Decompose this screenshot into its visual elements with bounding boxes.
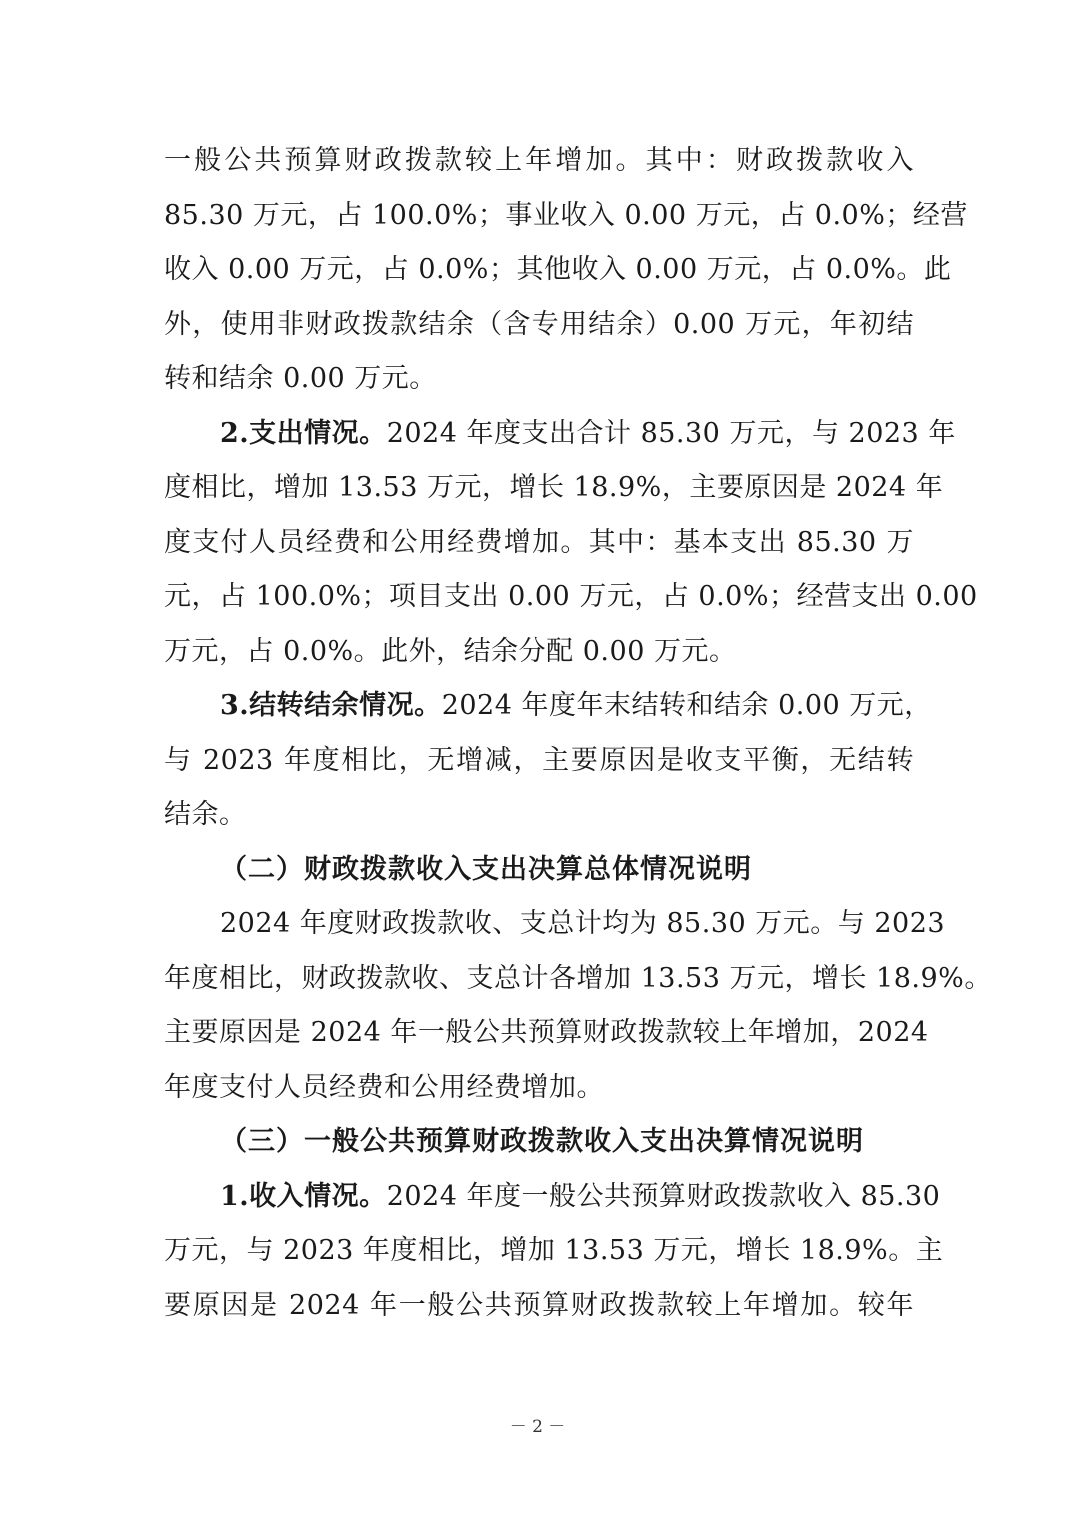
text-line: 与 2023 年度相比，无增减，主要原因是收支平衡，无结转 — [164, 744, 914, 776]
text-line: 85.30 万元，占 100.0%；事业收入 0.00 万元，占 0.0%；经营 — [164, 199, 968, 231]
text-line: 元，占 100.0%；项目支出 0.00 万元，占 0.0%；经营支出 0.00 — [164, 581, 978, 612]
paragraph-balance — [164, 679, 932, 843]
text-line: 转和结余 0.00 万元。 — [164, 363, 437, 394]
text-line: 要原因是 2024 年一般公共预算财政拨款较上年增加。较年 — [164, 1289, 914, 1321]
text-line: 万元，与 2023 年度相比，增加 13.53 万元，增长 18.9%。主 — [164, 1235, 944, 1266]
text-line: 2.支出情况。2024 年度支出合计 85.30 万元，与 2023 年 — [220, 417, 956, 449]
text-line: 3.结转结余情况。2024 年度年末结转和结余 0.00 万元， — [220, 690, 932, 721]
paragraph-general-budget-income — [164, 1170, 944, 1334]
text-line: 收入 0.00 万元，占 0.0%；其他收入 0.00 万元，占 0.0%。此 — [164, 254, 952, 285]
section-heading-three: （三）一般公共预算财政拨款收入支出决算情况说明 — [220, 1126, 864, 1157]
paragraph-title: 1.收入情况。 — [220, 1180, 387, 1212]
text-line: 一般公共预算财政拨款较上年增加。其中：财政拨款收入 — [164, 145, 914, 176]
text-line: 度支付人员经费和公用经费增加。其中：基本支出 85.30 万 — [164, 526, 914, 558]
text-line: 万元，占 0.0%。此外，结余分配 0.00 万元。 — [164, 635, 737, 667]
section-heading-two: （二）财政拨款收入支出决算总体情况说明 — [220, 853, 752, 885]
text-line: 1.收入情况。2024 年度一般公共预算财政拨款收入 85.30 — [220, 1180, 941, 1212]
paragraph-title: 3.结转结余情况。 — [220, 690, 442, 721]
text-line: 结余。 — [164, 799, 247, 830]
paragraph-expenditure — [164, 407, 978, 680]
text-line: 年度相比，财政拨款收、支总计各增加 13.53 万元，增长 18.9%。 — [164, 962, 992, 994]
document-page — [164, 134, 992, 1333]
text-line: 2024 年度财政拨款收、支总计均为 85.30 万元。与 2023 — [220, 908, 946, 939]
text-line: 度相比，增加 13.53 万元，增长 18.9%，主要原因是 2024 年 — [164, 472, 944, 503]
paragraph-income-continuation — [164, 134, 968, 407]
page-number: － 2 － — [509, 1417, 566, 1437]
text-line: 主要原因是 2024 年一般公共预算财政拨款较上年增加，2024 — [164, 1017, 929, 1048]
paragraph-fiscal-overall — [164, 897, 992, 1115]
text-line: 外，使用非财政拨款结余（含专用结余）0.00 万元，年初结 — [164, 308, 914, 340]
paragraph-title: 2.支出情况。 — [220, 417, 387, 449]
text-line: 年度支付人员经费和公用经费增加。 — [164, 1071, 604, 1103]
